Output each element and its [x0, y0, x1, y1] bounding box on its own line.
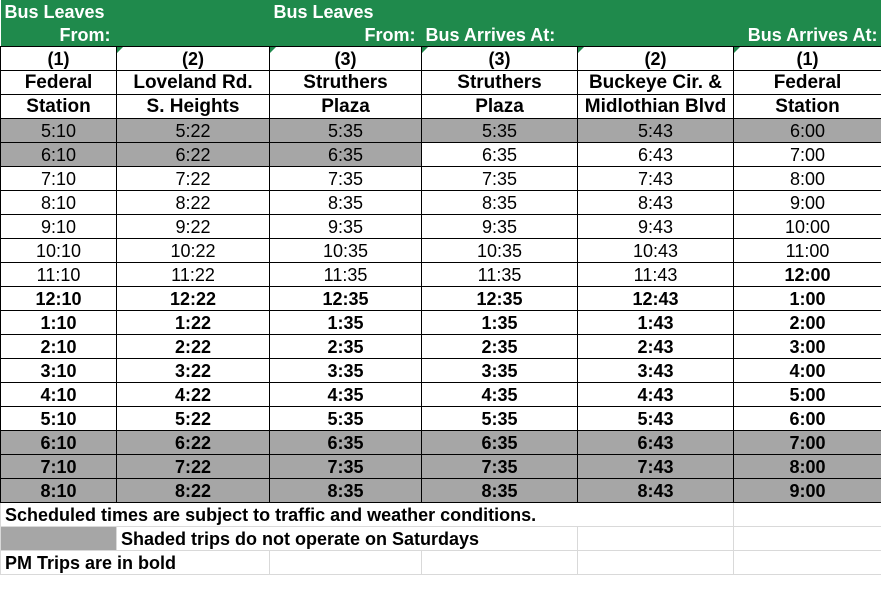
leaves-from-heading-1: Bus Leaves	[1, 0, 117, 23]
trip-time: 6:00	[734, 119, 881, 143]
trip-time: 6:35	[270, 143, 422, 167]
trip-time: 9:22	[117, 215, 270, 239]
trip-row	[1, 287, 881, 311]
header-row-1	[1, 0, 881, 23]
trip-time: 8:43	[578, 479, 734, 503]
trip-time: 10:10	[1, 239, 117, 263]
trip-time: 7:43	[578, 455, 734, 479]
trip-time: 8:22	[117, 479, 270, 503]
trip-row	[1, 383, 881, 407]
trip-time: 12:35	[270, 287, 422, 311]
trip-time: 10:00	[734, 215, 881, 239]
trip-time: 2:35	[422, 335, 578, 359]
trip-time: 4:43	[578, 383, 734, 407]
stop-number-text: (2)	[182, 48, 204, 69]
trip-row	[1, 455, 881, 479]
stop-number-text: (3)	[488, 48, 511, 69]
trip-time: 10:35	[422, 239, 578, 263]
stop-name: S. Heights	[117, 95, 270, 119]
trip-row	[1, 167, 881, 191]
stop-name: Plaza	[270, 95, 422, 119]
stop-number	[117, 47, 270, 71]
stop-name: Struthers	[270, 71, 422, 95]
trip-time: 5:35	[270, 407, 422, 431]
trip-time: 1:10	[1, 311, 117, 335]
trip-time: 5:35	[422, 119, 578, 143]
trip-row	[1, 215, 881, 239]
trip-time: 8:35	[270, 191, 422, 215]
trip-time: 9:10	[1, 215, 117, 239]
stop-name: Federal	[1, 71, 117, 95]
stop-name-row-2	[1, 95, 881, 119]
stop-number	[270, 47, 422, 71]
stop-number-text: (1)	[796, 48, 819, 69]
trip-time: 9:35	[270, 215, 422, 239]
trip-time: 9:35	[422, 215, 578, 239]
trip-time: 4:35	[422, 383, 578, 407]
shade-legend-swatch	[1, 527, 117, 551]
stop-name: Federal	[734, 71, 881, 95]
trip-row	[1, 479, 881, 503]
trip-time: 2:22	[117, 335, 270, 359]
header-corner-mark	[270, 47, 276, 53]
trip-row	[1, 143, 881, 167]
trip-time: 7:00	[734, 143, 881, 167]
trip-time: 3:22	[117, 359, 270, 383]
trip-row	[1, 407, 881, 431]
trip-time: 1:35	[422, 311, 578, 335]
trip-time: 3:35	[270, 359, 422, 383]
trip-time: 7:22	[117, 167, 270, 191]
trip-row	[1, 263, 881, 287]
trip-time: 2:10	[1, 335, 117, 359]
trip-time: 7:35	[270, 167, 422, 191]
stop-number	[578, 47, 734, 71]
trip-time: 5:10	[1, 119, 117, 143]
trip-time: 5:43	[578, 119, 734, 143]
trip-time: 2:35	[270, 335, 422, 359]
header-corner-mark	[578, 47, 584, 53]
trip-time: 2:43	[578, 335, 734, 359]
stop-number	[734, 47, 881, 71]
trip-time: 4:00	[734, 359, 881, 383]
trip-time: 11:43	[578, 263, 734, 287]
stop-name: Buckeye Cir. &	[578, 71, 734, 95]
trip-time: 3:35	[422, 359, 578, 383]
trip-time: 6:35	[422, 431, 578, 455]
trip-time: 7:43	[578, 167, 734, 191]
note-row-shaded	[1, 527, 881, 551]
trip-time: 8:35	[422, 191, 578, 215]
trip-time: 7:35	[270, 455, 422, 479]
stop-name: Station	[1, 95, 117, 119]
trip-time: 5:35	[270, 119, 422, 143]
trip-time: 8:10	[1, 479, 117, 503]
trip-row	[1, 191, 881, 215]
trip-time: 3:10	[1, 359, 117, 383]
trip-row	[1, 311, 881, 335]
shaded-note: Shaded trips do not operate on Saturdays	[117, 527, 578, 551]
trip-row	[1, 119, 881, 143]
trip-time: 5:22	[117, 119, 270, 143]
trip-time: 2:00	[734, 311, 881, 335]
trip-time: 7:10	[1, 167, 117, 191]
header-corner-mark	[117, 47, 123, 53]
trip-time: 5:22	[117, 407, 270, 431]
trip-time: 12:00	[734, 263, 881, 287]
note-row-bold	[1, 551, 881, 575]
trip-time: 6:22	[117, 431, 270, 455]
trip-time: 8:35	[270, 479, 422, 503]
trip-time: 10:43	[578, 239, 734, 263]
stop-name: Struthers	[422, 71, 578, 95]
trip-time: 9:43	[578, 215, 734, 239]
trip-time: 4:22	[117, 383, 270, 407]
stop-number-row	[1, 47, 881, 71]
trip-time: 9:00	[734, 479, 881, 503]
trip-time: 5:00	[734, 383, 881, 407]
trip-time: 1:35	[270, 311, 422, 335]
stop-name: Station	[734, 95, 881, 119]
stop-name-row-1	[1, 71, 881, 95]
trip-row	[1, 359, 881, 383]
trip-time: 7:00	[734, 431, 881, 455]
trip-time: 8:00	[734, 167, 881, 191]
trip-time: 6:00	[734, 407, 881, 431]
arrives-at-heading-2: Bus Arrives At:	[734, 23, 881, 47]
stop-number: (1)	[1, 47, 117, 71]
trip-time: 6:43	[578, 143, 734, 167]
trip-time: 8:10	[1, 191, 117, 215]
header-row-2	[1, 23, 881, 47]
trip-time: 3:43	[578, 359, 734, 383]
trip-time: 6:43	[578, 431, 734, 455]
header-corner-mark	[734, 47, 740, 53]
arrives-at-heading-1: Bus Arrives At:	[422, 23, 578, 47]
traffic-note: Scheduled times are subject to traffic and weather conditions.	[1, 503, 734, 527]
leaves-from-heading-2: Bus Leaves	[270, 0, 422, 23]
trip-row	[1, 335, 881, 359]
leaves-from-heading-2b: From:	[270, 23, 422, 47]
trip-rows	[1, 119, 881, 503]
trip-time: 6:10	[1, 143, 117, 167]
stop-name: Loveland Rd.	[117, 71, 270, 95]
stop-number-text: (2)	[644, 48, 667, 69]
trip-time: 8:22	[117, 191, 270, 215]
trip-time: 6:35	[270, 431, 422, 455]
trip-time: 11:00	[734, 239, 881, 263]
note-row-traffic	[1, 503, 881, 527]
trip-time: 1:22	[117, 311, 270, 335]
trip-time: 9:00	[734, 191, 881, 215]
trip-time: 12:35	[422, 287, 578, 311]
trip-time: 6:35	[422, 143, 578, 167]
stop-number	[422, 47, 578, 71]
trip-time: 6:10	[1, 431, 117, 455]
trip-time: 3:00	[734, 335, 881, 359]
trip-time: 1:00	[734, 287, 881, 311]
trip-time: 4:35	[270, 383, 422, 407]
leaves-from-heading-1b: From:	[1, 23, 117, 47]
trip-time: 10:35	[270, 239, 422, 263]
trip-time: 6:22	[117, 143, 270, 167]
trip-time: 12:10	[1, 287, 117, 311]
stop-name: Midlothian Blvd	[578, 95, 734, 119]
trip-row	[1, 239, 881, 263]
trip-row	[1, 431, 881, 455]
trip-time: 5:10	[1, 407, 117, 431]
trip-time: 7:22	[117, 455, 270, 479]
trip-time: 5:35	[422, 407, 578, 431]
trip-time: 5:43	[578, 407, 734, 431]
trip-time: 7:10	[1, 455, 117, 479]
trip-time: 8:43	[578, 191, 734, 215]
trip-time: 12:22	[117, 287, 270, 311]
trip-time: 7:35	[422, 455, 578, 479]
bold-note: PM Trips are in bold	[1, 551, 270, 575]
stop-number-text: (3)	[334, 48, 357, 69]
trip-time: 11:22	[117, 263, 270, 287]
trip-time: 11:35	[422, 263, 578, 287]
trip-time: 7:35	[422, 167, 578, 191]
trip-time: 1:43	[578, 311, 734, 335]
header-corner-mark	[422, 47, 428, 53]
trip-time: 12:43	[578, 287, 734, 311]
trip-time: 11:10	[1, 263, 117, 287]
trip-time: 8:35	[422, 479, 578, 503]
trip-time: 11:35	[270, 263, 422, 287]
trip-time: 8:00	[734, 455, 881, 479]
stop-name: Plaza	[422, 95, 578, 119]
trip-time: 10:22	[117, 239, 270, 263]
trip-time: 4:10	[1, 383, 117, 407]
